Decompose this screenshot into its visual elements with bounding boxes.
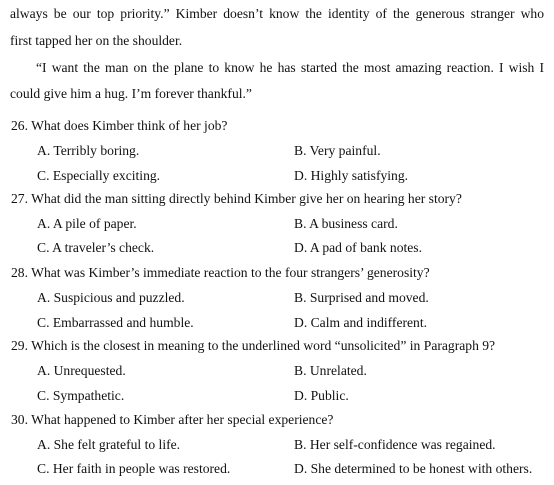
- question-30: 30. What happened to Kimber after her special experience?: [11, 412, 334, 427]
- option-27-a: A. A pile of paper.: [37, 216, 137, 231]
- passage-line-4: could give him a hug. I’m forever thankful.”: [10, 86, 252, 101]
- option-26-b: B. Very painful.: [294, 143, 381, 158]
- option-28-d: D. Calm and indifferent.: [294, 315, 428, 330]
- passage-line-1: always be our top priority.” Kimber doesn’t know the identity of the generous stranger who: [10, 6, 544, 21]
- option-26-a: A. Terribly boring.: [37, 143, 140, 158]
- passage-line-2: first tapped her on the shoulder.: [10, 33, 183, 48]
- option-28-b: B. Surprised and moved.: [294, 290, 429, 305]
- question-27: 27. What did the man sitting directly behind Kimber give her on hearing her story?: [11, 191, 462, 206]
- option-26-d: D. Highly satisfying.: [294, 168, 409, 183]
- passage-line-3: “I want the man on the plane to know he has started the most amazing reaction. I wish I: [36, 60, 544, 75]
- question-29: 29. Which is the closest in meaning to the underlined word “unsolicited” in Paragraph 9?: [11, 338, 496, 353]
- option-29-c: C. Sympathetic.: [37, 388, 125, 403]
- option-28-c: C. Embarrassed and humble.: [37, 315, 194, 330]
- option-27-c: C. A traveler’s check.: [37, 240, 155, 255]
- option-27-b: B. A business card.: [294, 216, 398, 231]
- option-29-a: A. Unrequested.: [37, 363, 126, 378]
- option-30-c: C. Her faith in people was restored.: [37, 461, 231, 476]
- option-27-d: D. A pad of bank notes.: [294, 240, 422, 255]
- option-29-d: D. Public.: [294, 388, 349, 403]
- question-26: 26. What does Kimber think of her job?: [11, 118, 228, 133]
- option-26-c: C. Especially exciting.: [37, 168, 161, 183]
- question-28: 28. What was Kimber’s immediate reaction to the four strangers’ generosity?: [11, 265, 430, 280]
- option-30-a: A. She felt grateful to life.: [37, 437, 181, 452]
- option-30-d: D. She determined to be honest with others.: [294, 461, 533, 476]
- option-30-b: B. Her self-confidence was regained.: [294, 437, 496, 452]
- option-28-a: A. Suspicious and puzzled.: [37, 290, 185, 305]
- option-29-b: B. Unrelated.: [294, 363, 367, 378]
